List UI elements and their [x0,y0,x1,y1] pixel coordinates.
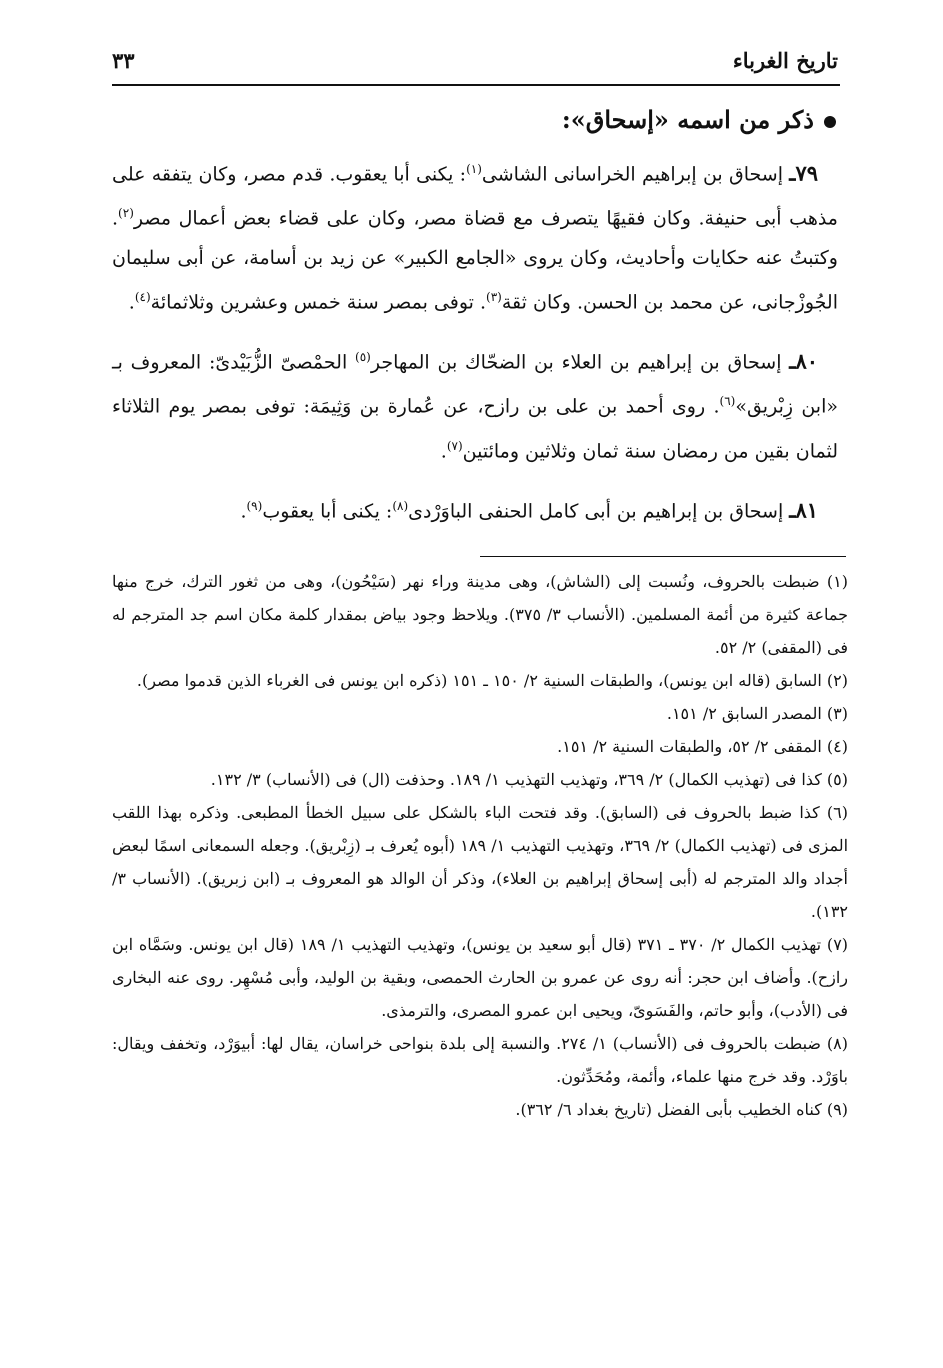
footnote-ref[interactable]: (٣) [486,289,502,304]
bullet-icon [824,116,836,128]
footnote-ref[interactable]: (٢) [118,206,134,221]
entry-text: الحمْصىّ الزُّبَيْدىّ: المعروف بـ «ابن زِبْريق» [112,351,839,418]
footnote-5: (٥) كذا فى (تهذيب الكمال) ٢/ ٣٦٩، وتهذيب التهذيب ١/ ١٨٩. وحذفت (ال) فى (الأنساب) ٣/ ١٣٢. [210,770,848,789]
footnotes [112,565,848,1126]
biography-entry-81 [112,487,838,531]
entry-text: . [440,439,447,462]
footnote-8: (٨) ضبطت بالحروف فى (الأنساب) ١/ ٢٧٤. والنسبة إلى بلدة بنواحى خراسان، يقال لها: أبيوَرْد، وتخفف ويقال: باوَرْد. وقد خرج منها علماء، وأئمة، ومُحَدِّثون. [112,1034,848,1086]
footnote-3: (٣) المصدر السابق ٢/ ١٥١. [666,704,848,723]
section-title: ذكر من اسمه «إسحاق»: [561,105,814,134]
entry-text: . [128,290,135,313]
entry-text: إسحاق بن إبراهيم الخراسانى الشاشى [481,163,783,186]
biography-entry-80 [112,338,838,471]
entry-number: ٧٩ـ [789,160,818,186]
entry-text: . توفى بمصر سنة خمس وعشرين وثلاثمائة [150,290,487,313]
footnote-ref[interactable]: (٥) [355,349,371,364]
biography-entry-79 [112,150,838,322]
footnote-7: (٧) تهذيب الكمال ٢/ ٣٧٠ ـ ٣٧١ (قال أبو سعيد بن يونس)، وتهذيب التهذيب ١/ ١٨٩ (قال ابن يونس. وسَمَّاه ابن رازح). وأضاف ابن حجر: أنه روى عن عمرو بن الحارث الحمصى، وبقية بن الوليد، وأبى مُسْهِر. روى عنه البخارى فى (الأدب)، وأبو حاتم، والفَسَوىّ، ويحيى ابن عمرو المصرى، والترمذى. [112,935,849,1020]
running-header [112,40,838,80]
entry-number: ٨١ـ [789,497,818,523]
entry-text: . [240,500,247,523]
section-heading [112,100,836,140]
footnote-ref[interactable]: (٦) [719,394,736,409]
footnote-6: (٦) كذا ضبط بالحروف فى (السابق). وقد فتحت الباء بالشكل على سبيل الخطأ المطبعى. وذكره بهذا اللقب المزى فى (تهذيب الكمال) ٢/ ٣٦٩، وتهذيب التهذيب ١/ ١٨٩ (أبوه يُعرف بـ (زِبْريق). وجعله السمعانى اسمًا لبعض أجداد والد المترجم له (أبى إسحاق إبراهيم بن العلاء)، وذكر أن الوالد هو المعروف بـ (ابن زبريق). (الأنساب ٣/ ١٣٢). [112,803,849,921]
footnote-separator [480,556,846,557]
entry-text: . روى أحمد بن على بن رازح، عن عُمارة بن وَثِيمَة: توفى بمصر يوم الثلاثاء لثمان بقين من رمضان سنة ثمان وثلاثين ومائتين [112,395,838,462]
entry-number: ٨٠ـ [789,348,818,374]
footnote-ref[interactable]: (٨) [392,498,409,513]
page-number: ٣٣ [112,47,135,73]
main-text [112,150,838,547]
footnote-ref[interactable]: (٤) [134,289,151,304]
footnote-ref[interactable]: (٧) [446,438,463,453]
footnote-2: (٢) السابق (قاله ابن يونس)، والطبقات السنية ٢/ ١٥٠ ـ ١٥١ (ذكره ابن يونس فى الغرباء الذين قدموا مصر). [136,671,848,690]
header-rule [112,84,840,86]
footnote-1: (١) ضبطت بالحروف، ونُسبت إلى (الشاش)، وهى مدينة وراء نهر (سَيْحُون)، وهى من ثغور الترك، خرج منها جماعة كثيرة من أئمة المسلمين. (الأنساب ٣/ ٣٧٥). ويلاحظ وجود بياض بمقدار كلمة مكان اسم جد المترجم له فى (المقفى) ٢/ ٥٢. [112,572,849,657]
footnote-ref[interactable]: (١) [466,162,482,176]
entry-text: : يكنى أبا يعقوب [262,500,393,523]
entry-text: إسحاق بن إبراهيم بن أبى كامل الحنفى الباوَرْدى [408,500,784,523]
footnote-ref[interactable]: (٩) [246,498,263,513]
footnote-9: (٩) كناه الخطيب بأبى الفضل (تاريخ بغداد ٦/ ٣٦٢). [515,1100,848,1119]
book-title: تاريخ الغرباء [732,47,838,73]
entry-text: : يكنى أبا يعقوب. قدم مصر، وكان يتفقه على مذهب أبى حنيفة. وكان فقيهًا يتصرف مع قضاة مصر، وكان على قضاء بعض أعمال مصر [112,163,838,230]
footnote-4: (٤) المقفى ٢/ ٥٢، والطبقات السنية ٢/ ١٥١. [557,737,848,756]
entry-text: . وكتبتُ عنه حكايات وأحاديث، وكان يروى «الجامع الكبير» عن زيد بن أسامة، عن أبى سليمان الجُوزْجانى، عن محمد بن الحسن. وكان ثقة [112,207,838,313]
entry-text: إسحاق بن إبراهيم بن العلاء بن الضحّاك بن المهاجر [370,351,782,374]
